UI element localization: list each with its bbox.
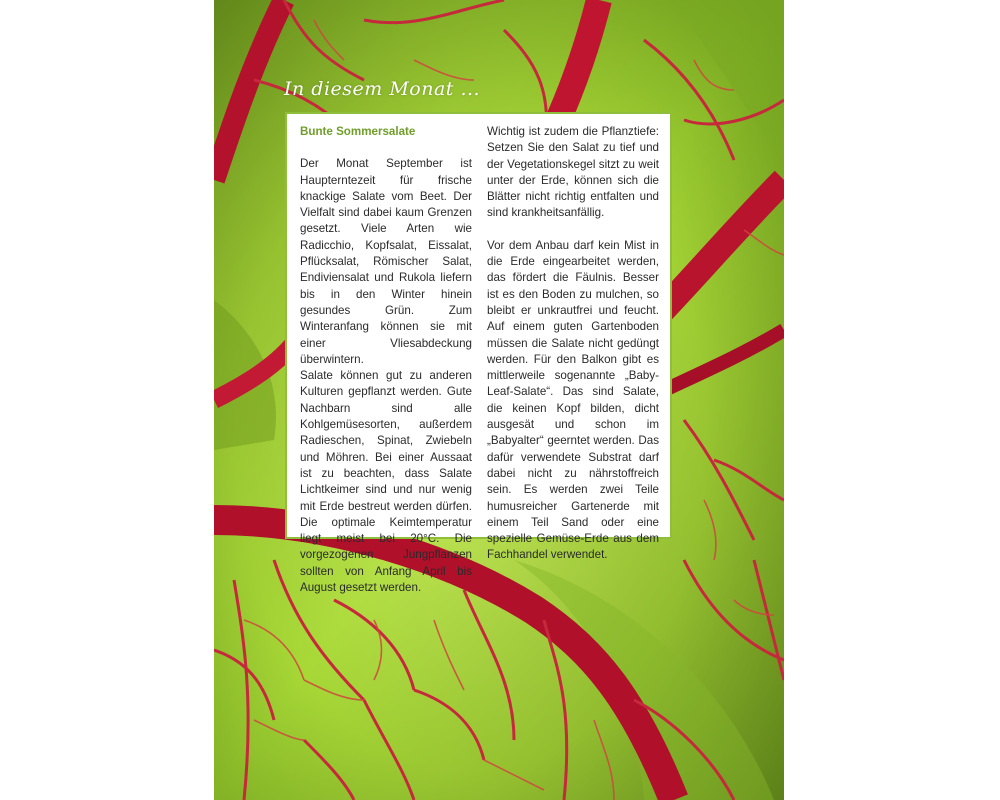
magazine-page	[214, 0, 784, 800]
article-paragraph: Der Monat September ist Haupterntezeit für frische knackige Salate vom Beet. Der Vielfalt sind dabei kaum Grenzen gesetzt. Viele Arten wie Radicchio, Kopfsalat, Eissalat, Pflücksalat, Römischer Salat, Endiviensalat und Rukola liefern bis in den Winter hinein gesundes Grün. Zum Winteranfang können sie mit einer Vliesabdeckung überwintern.	[300, 157, 472, 366]
article-title: Bunte Sommersalate	[300, 125, 416, 138]
section-heading: In diesem Monat ...	[284, 78, 481, 100]
article-paragraph: Vor dem Anbau darf kein Mist in die Erde eingearbeitet werden, das fördert die Fäulnis. Besser ist es den Boden zu mulchen, so bleibt er unkrautfrei und feucht. Auf einem guten Gartenboden müssen die Salate nicht gedüngt werden. Für den Balkon gibt es mittlerweile sogenannte „Baby-Leaf-Salate“. Das sind Salate, die keinen Kopf bilden, dicht ausgesät und schon im „Babyalter“ geerntet werden. Das dafür verwendete Substrat darf dabei nicht zu nährstoffreich sein. Es werden zwei Teile humusreicher Gartenerde mit einem Teil Sand oder eine spezielle Gemüse-Erde aus dem Fachhandel verwendet.	[487, 238, 659, 562]
article-paragraph: Salate können gut zu anderen Kulturen gepflanzt werden. Gute Nachbarn sind alle Kohlgemüsesorten, außerdem Radieschen, Spinat, Zwiebeln und Möhren. Bei einer Aussaat ist zu beachten, dass Salate Lichtkeimer sind und nur wenig mit Erde bestreut werden dürfen. Die optimale Keimtemperatur liegt meist bei 20°C. Die vorgezogenen Jungpflanzen sollten von Anfang April bis August gesetzt werden.	[300, 369, 472, 595]
paragraph-gap	[300, 140, 472, 156]
article-column-right	[487, 124, 659, 564]
article-paragraph: Wichtig ist zudem die Pflanztiefe: Setzen Sie den Salat zu tief und der Vegetationskegel sitzt zu weit unter der Erde, können sich die Blätter nicht richtig entfalten und sind krankheitsanfällig.	[487, 125, 659, 220]
article-box	[285, 112, 672, 595]
paragraph-gap	[487, 222, 659, 238]
article-column-left	[300, 124, 472, 596]
